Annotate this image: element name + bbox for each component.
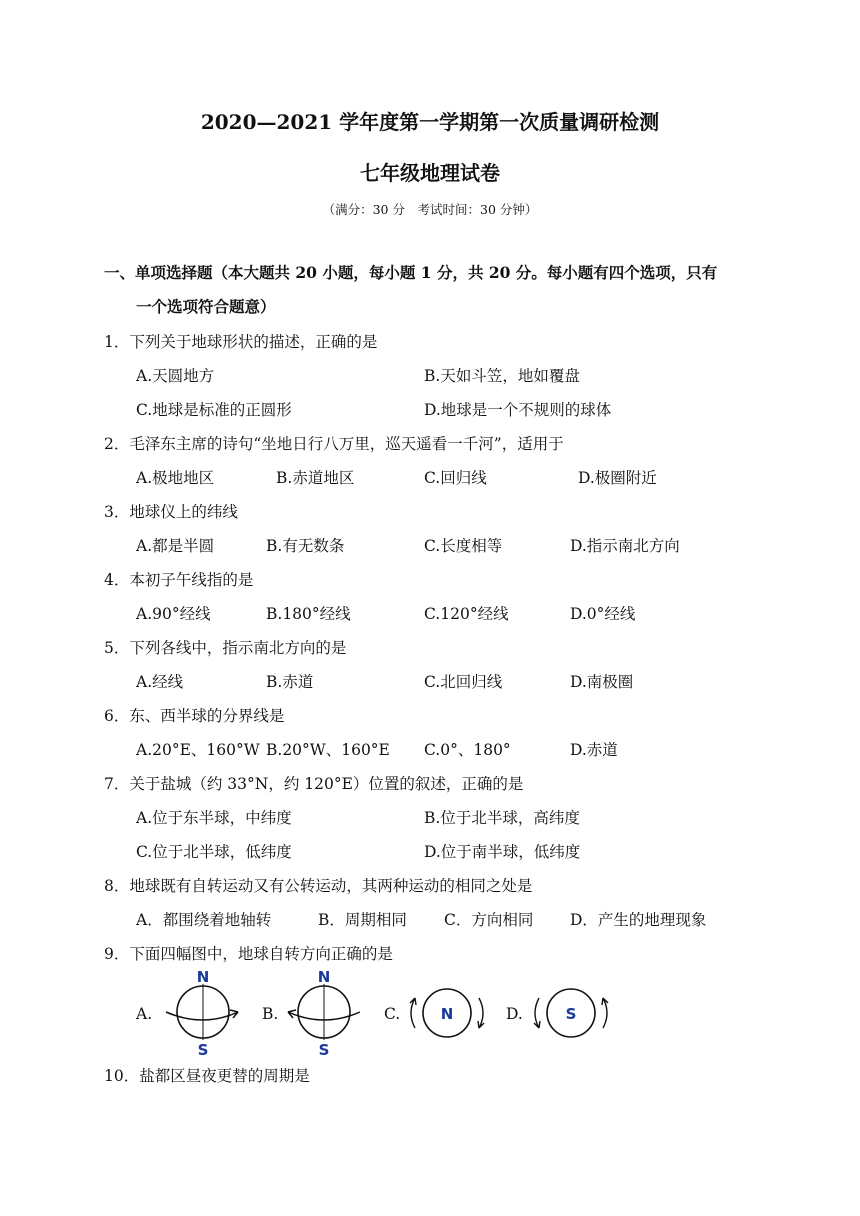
question-stem: 8．地球既有自转运动又有公转运动，其两种运动的相同之处是 bbox=[104, 877, 533, 895]
north-label: N bbox=[196, 968, 210, 986]
option-d: D.南极圈 bbox=[570, 673, 634, 691]
option-b: B.有无数条 bbox=[266, 537, 345, 555]
option-d: D．产生的地理现象 bbox=[570, 911, 707, 929]
option-b: B.位于北半球，高纬度 bbox=[424, 809, 580, 827]
figure-d-globe bbox=[528, 984, 614, 1042]
option-d: D.0°经线 bbox=[570, 605, 636, 623]
option-a: A.天圆地方 bbox=[136, 367, 215, 385]
option-c: C.120°经线 bbox=[424, 605, 509, 623]
question-stem: 9．下面四幅图中，地球自转方向正确的是 bbox=[104, 945, 393, 963]
option-b: B.天如斗笠，地如覆盘 bbox=[424, 367, 580, 385]
option-c: C．方向相同 bbox=[444, 911, 534, 929]
north-label: N bbox=[317, 968, 331, 986]
north-label: N bbox=[440, 1005, 454, 1023]
option-c: C.回归线 bbox=[424, 469, 487, 487]
option-b: B．周期相同 bbox=[318, 911, 407, 929]
option-c: C.长度相等 bbox=[424, 537, 503, 555]
option-a: A.都是半圆 bbox=[136, 537, 215, 555]
question-stem: 6．东、西半球的分界线是 bbox=[104, 707, 285, 725]
option-a: A.90°经线 bbox=[136, 605, 211, 623]
option-a: A.位于东半球，中纬度 bbox=[136, 809, 292, 827]
option-a: A. bbox=[136, 1005, 153, 1023]
option-d: D. bbox=[506, 1005, 523, 1023]
exam-title: 2020—2021 学年度第一学期第一次质量调研检测 bbox=[200, 110, 660, 134]
south-label: S bbox=[565, 1005, 577, 1023]
option-b: B.赤道 bbox=[266, 673, 314, 691]
option-a: A．都围绕着地轴转 bbox=[136, 911, 272, 929]
option-d: D.地球是一个不规则的球体 bbox=[424, 401, 612, 419]
option-d: D.位于南半球，低纬度 bbox=[424, 843, 581, 861]
exam-subtitle: 七年级地理试卷 bbox=[360, 161, 500, 185]
option-c: C.位于北半球，低纬度 bbox=[136, 843, 292, 861]
option-b: B.20°W、160°E bbox=[266, 741, 390, 759]
south-label: S bbox=[318, 1041, 330, 1056]
option-b: B. bbox=[262, 1005, 279, 1023]
south-label: S bbox=[197, 1041, 209, 1056]
option-a: A.极地地区 bbox=[136, 469, 215, 487]
figure-c-globe bbox=[404, 984, 490, 1042]
option-d: D.极圈附近 bbox=[578, 469, 657, 487]
question-stem: 5．下列各线中，指示南北方向的是 bbox=[104, 639, 347, 657]
option-c: C.北回归线 bbox=[424, 673, 503, 691]
question-stem: 2．毛泽东主席的诗句“坐地日行八万里，巡天遥看一千河”，适用于 bbox=[104, 435, 564, 453]
figure-a-globe bbox=[158, 966, 242, 1056]
option-b: B.180°经线 bbox=[266, 605, 351, 623]
figure-b-globe bbox=[284, 966, 368, 1056]
section-heading-cont: 一个选项符合题意） bbox=[136, 297, 276, 316]
option-a: A.经线 bbox=[136, 673, 184, 691]
question-stem: 10．盐都区昼夜更替的周期是 bbox=[104, 1067, 310, 1085]
option-c: C.地球是标准的正圆形 bbox=[136, 401, 292, 419]
option-a: A.20°E、160°W bbox=[136, 741, 260, 759]
question-stem: 1．下列关于地球形状的描述，正确的是 bbox=[104, 333, 378, 351]
option-d: D.指示南北方向 bbox=[570, 537, 680, 555]
question-stem: 4．本初子午线指的是 bbox=[104, 571, 254, 589]
option-d: D.赤道 bbox=[570, 741, 618, 759]
exam-info: （满分：30 分 考试时间：30 分钟） bbox=[322, 202, 538, 217]
option-b: B.赤道地区 bbox=[276, 469, 355, 487]
option-c: C.0°、180° bbox=[424, 741, 511, 759]
section-heading: 一、单项选择题（本大题共 20 小题，每小题 1 分，共 20 分。每小题有四个选项，只有 bbox=[104, 263, 718, 282]
option-c: C. bbox=[384, 1005, 401, 1023]
question-stem: 3．地球仪上的纬线 bbox=[104, 503, 238, 521]
question-stem: 7．关于盐城（约 33°N，约 120°E）位置的叙述，正确的是 bbox=[104, 775, 524, 793]
